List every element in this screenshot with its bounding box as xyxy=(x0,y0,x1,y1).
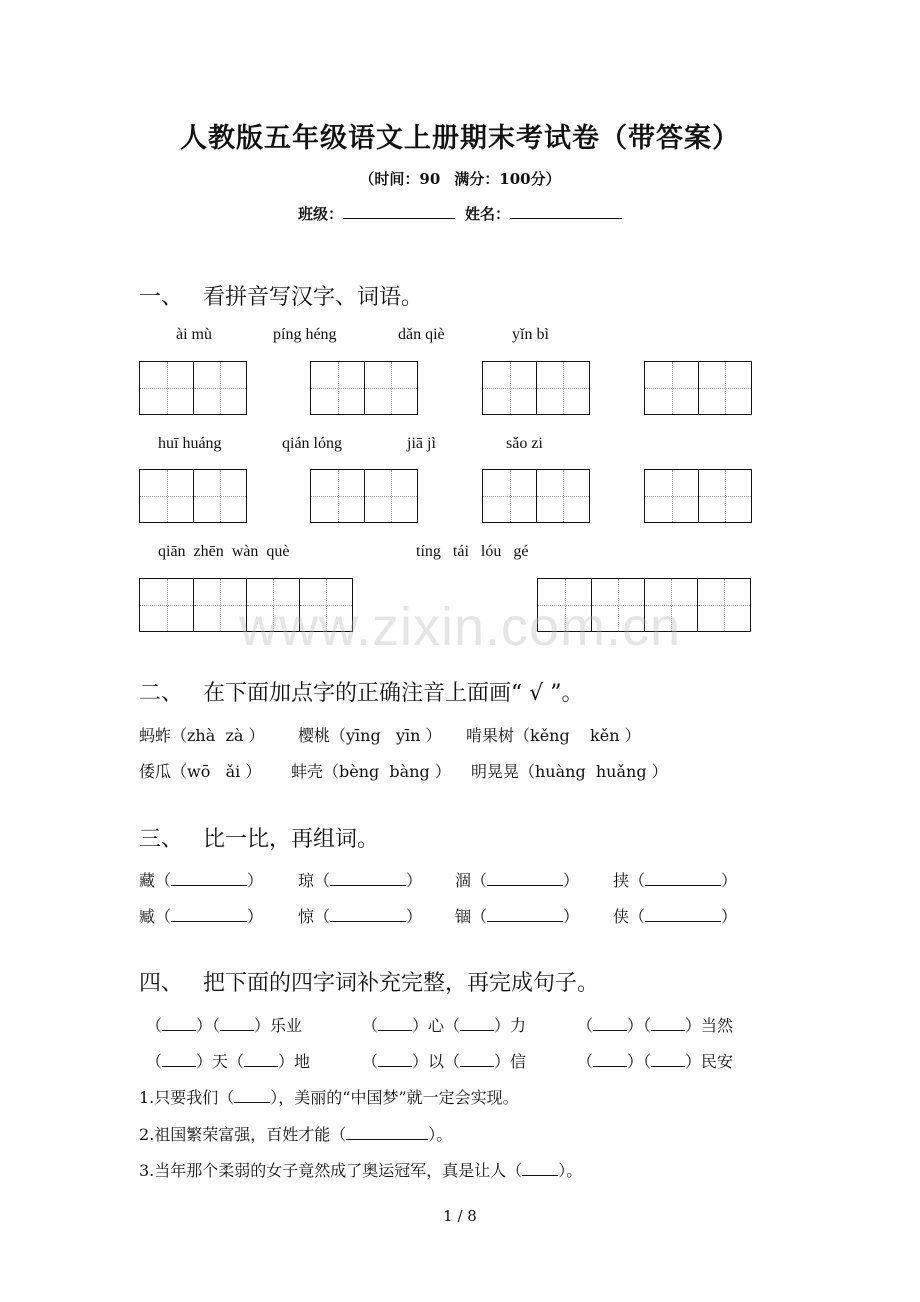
answer-blank[interactable] xyxy=(162,1052,196,1067)
grid-cell[interactable] xyxy=(140,470,193,522)
section-3-heading xyxy=(139,822,379,853)
paren: （ xyxy=(362,1016,379,1035)
idiom-text: ）当然 xyxy=(685,1016,734,1035)
idiom-item xyxy=(577,1049,733,1072)
grid-cell[interactable] xyxy=(311,470,364,522)
answer-blank[interactable] xyxy=(651,1016,685,1031)
paren: ） xyxy=(406,871,423,890)
compare-item xyxy=(298,904,422,927)
compare-item xyxy=(298,868,422,891)
sentence-item xyxy=(139,1122,452,1145)
answer-blank[interactable] xyxy=(460,1016,494,1031)
answer-blank[interactable] xyxy=(487,871,563,886)
name-label: 姓名： xyxy=(465,205,511,223)
paren: ） xyxy=(247,907,264,926)
pinyin-choice[interactable]: 樱桃（yīng yīn ） xyxy=(298,726,442,745)
paren: ）（ xyxy=(196,1016,221,1035)
writing-grid[interactable] xyxy=(482,361,590,415)
pinyin-choice[interactable]: 蚂蚱（zhà zà ） xyxy=(139,726,265,745)
section-number: 二、 xyxy=(139,681,184,706)
paren: ） xyxy=(721,871,738,890)
writing-grid[interactable] xyxy=(139,469,247,523)
pinyin-choice[interactable]: 蚌壳（bèng bàng ） xyxy=(291,762,451,781)
paren: ）（ xyxy=(627,1052,652,1071)
pinyin-label: píng héng xyxy=(273,326,337,343)
answer-blank[interactable] xyxy=(171,907,247,922)
grid-cell[interactable] xyxy=(364,362,417,414)
page-title: 人教版五年级语文上册期末考试卷（带答案） xyxy=(180,123,740,154)
pinyin-label: jiā jì xyxy=(407,435,436,452)
idiom-text: ）以（ xyxy=(412,1052,461,1071)
idiom-text: ）天（ xyxy=(196,1052,245,1071)
answer-blank[interactable] xyxy=(346,1125,428,1140)
answer-blank[interactable] xyxy=(645,871,721,886)
grid-cell[interactable] xyxy=(536,362,589,414)
answer-blank[interactable] xyxy=(220,1016,254,1031)
answer-blank[interactable] xyxy=(171,871,247,886)
class-label: 班级： xyxy=(297,205,343,223)
paren: ） xyxy=(563,907,580,926)
section-number: 一、 xyxy=(139,285,184,310)
writing-grid[interactable] xyxy=(482,469,590,523)
pinyin-choice[interactable]: 明晃晃（huàng huǎng ） xyxy=(471,762,668,781)
paren: ） xyxy=(406,907,423,926)
section-4-heading xyxy=(139,966,599,997)
student-info xyxy=(0,202,920,224)
pinyin-label: tíng tái lóu gé xyxy=(416,543,529,560)
grid-cell[interactable] xyxy=(193,362,246,414)
section-title: 在下面加点字的正确注音上面画“ √ ”。 xyxy=(203,681,584,706)
char-label: 藏（ xyxy=(139,871,172,890)
answer-blank[interactable] xyxy=(651,1052,685,1067)
char-label: 侠（ xyxy=(613,907,646,926)
name-field[interactable] xyxy=(510,202,622,219)
compare-item xyxy=(139,868,263,891)
class-field[interactable] xyxy=(343,202,455,219)
answer-blank[interactable] xyxy=(378,1016,412,1031)
answer-blank[interactable] xyxy=(487,907,563,922)
answer-blank[interactable] xyxy=(593,1052,627,1067)
paren: （ xyxy=(362,1052,379,1071)
answer-blank[interactable] xyxy=(244,1052,278,1067)
grid-cell[interactable] xyxy=(698,362,751,414)
sentence-text: 2.祖国繁荣富强，百姓才能（ xyxy=(139,1125,347,1144)
compare-item xyxy=(139,904,263,927)
section-number: 三、 xyxy=(139,827,184,852)
grid-cell[interactable] xyxy=(483,362,536,414)
section-title: 比一比，再组词。 xyxy=(203,827,380,852)
answer-blank[interactable] xyxy=(460,1052,494,1067)
score-info: 满分：100分） xyxy=(454,170,561,188)
answer-blank[interactable] xyxy=(645,907,721,922)
answer-blank[interactable] xyxy=(522,1161,558,1176)
section-title: 看拼音写汉字、词语。 xyxy=(203,285,424,310)
pinyin-label: qián lóng xyxy=(282,435,342,452)
grid-cell[interactable] xyxy=(364,470,417,522)
grid-cell[interactable] xyxy=(193,470,246,522)
idiom-text: ）信 xyxy=(494,1052,527,1071)
compare-item xyxy=(455,904,579,927)
paren: ） xyxy=(721,907,738,926)
writing-grid[interactable] xyxy=(310,361,418,415)
idiom-item xyxy=(362,1049,526,1072)
idiom-item xyxy=(577,1013,733,1036)
idiom-text: ）心（ xyxy=(412,1016,461,1035)
writing-grid[interactable] xyxy=(139,361,247,415)
section-number: 四、 xyxy=(139,971,184,996)
answer-blank[interactable] xyxy=(330,907,406,922)
grid-cell[interactable] xyxy=(536,470,589,522)
char-label: 惊（ xyxy=(298,907,331,926)
pinyin-label: huī huáng xyxy=(158,435,222,452)
pinyin-label: ài mù xyxy=(176,326,212,343)
writing-grid[interactable] xyxy=(644,361,752,415)
watermark: www.zixin.com.cn xyxy=(238,597,682,657)
writing-grid[interactable] xyxy=(310,469,418,523)
sentence-text: 1.只要我们（ xyxy=(139,1088,235,1107)
idiom-text: ）地 xyxy=(278,1052,311,1071)
page-number: 1 / 8 xyxy=(443,1207,477,1225)
sentence-text: 3.当年那个柔弱的女子竟然成了奥运冠军，真是让人（ xyxy=(139,1161,523,1180)
paren: （ xyxy=(577,1052,594,1071)
section-1-heading xyxy=(139,280,423,311)
grid-cell[interactable] xyxy=(483,470,536,522)
writing-grid[interactable] xyxy=(644,469,752,523)
compare-item xyxy=(613,904,737,927)
grid-cell[interactable] xyxy=(311,362,364,414)
idiom-item xyxy=(362,1013,526,1036)
sentence-item xyxy=(139,1158,582,1181)
sentence-text: ）。 xyxy=(558,1161,583,1180)
grid-cell[interactable] xyxy=(645,470,698,522)
pinyin-label: dǎn qiè xyxy=(398,326,445,343)
char-label: 锢（ xyxy=(455,907,488,926)
pinyin-label: yǐn bì xyxy=(512,326,549,343)
paren: （ xyxy=(146,1052,163,1071)
char-label: 涸（ xyxy=(455,871,488,890)
sentence-text: ）。 xyxy=(428,1125,453,1144)
paren: （ xyxy=(146,1016,163,1035)
paren: ）（ xyxy=(627,1016,652,1035)
answer-blank[interactable] xyxy=(378,1052,412,1067)
answer-blank[interactable] xyxy=(162,1016,196,1031)
grid-cell[interactable] xyxy=(140,362,193,414)
idiom-item xyxy=(146,1049,310,1072)
pinyin-label: qiān zhēn wàn què xyxy=(158,543,290,560)
exam-info xyxy=(0,168,920,189)
paren: ） xyxy=(563,871,580,890)
idiom-item xyxy=(146,1013,302,1036)
grid-cell[interactable] xyxy=(698,470,751,522)
paren: ） xyxy=(247,871,264,890)
char-label: 琼（ xyxy=(298,871,331,890)
paren: （ xyxy=(577,1016,594,1035)
time-info: （时间：90 xyxy=(359,170,441,188)
grid-cell[interactable] xyxy=(645,362,698,414)
pinyin-label: sǎo zi xyxy=(506,435,543,452)
answer-blank[interactable] xyxy=(234,1088,270,1103)
compare-item xyxy=(613,868,737,891)
compare-item xyxy=(455,868,579,891)
idiom-text: ）力 xyxy=(494,1016,527,1035)
sentence-item xyxy=(139,1085,519,1108)
section-2-heading xyxy=(139,676,584,707)
char-label: 挟（ xyxy=(613,871,646,890)
section-title: 把下面的四字词补充完整，再完成句子。 xyxy=(203,971,600,996)
pinyin-choice[interactable]: 倭瓜（wō ǎi ） xyxy=(139,762,262,781)
answer-blank[interactable] xyxy=(593,1016,627,1031)
answer-blank[interactable] xyxy=(330,871,406,886)
pinyin-choice[interactable]: 啃果树（kěng kěn ） xyxy=(466,726,641,745)
sentence-text: ），美丽的“中国梦”就一定会实现。 xyxy=(270,1088,519,1107)
char-label: 臧（ xyxy=(139,907,172,926)
idiom-text: ）乐业 xyxy=(254,1016,303,1035)
idiom-text: ）民安 xyxy=(685,1052,734,1071)
